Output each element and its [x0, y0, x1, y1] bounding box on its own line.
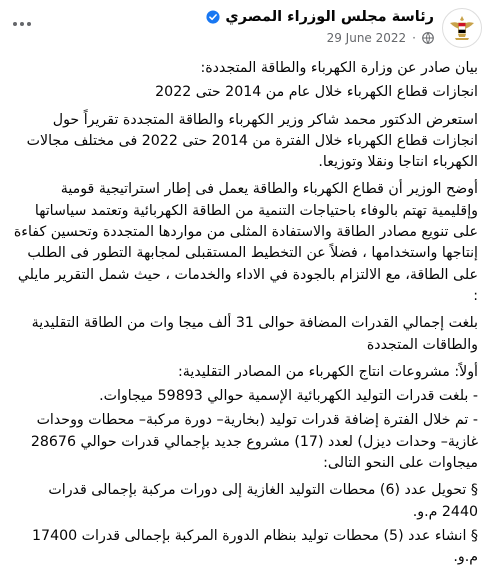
sub-list-item: § انشاء عدد (5) محطات توليد بنظام الدورة المركبة بإجمالى قدرات 17400 م.و.	[32, 527, 478, 566]
sub-list-item: § تحويل عدد (6) محطات التوليد الغازية إلى دورات مركبة بإجمالى قدرات 2440 م.و.	[48, 482, 478, 520]
list-item: - بلغت قدرات التوليد الكهربائية الإسمية حوالي 59893 ميجاوات.	[99, 388, 478, 405]
statement-title: بيان صادر عن وزارة الكهرباء والطاقة المتجددة:	[200, 60, 478, 76]
page-avatar[interactable]	[442, 8, 482, 48]
strategy-paragraph: أوضح الوزير أن قطاع الكهرباء والطاقة يعمل فى إطار استراتيجية قومية وإقليمية تهتم بالوفاء باحتياجات التنمية من الطاقة الكهربائية وتعتمد سياساتها على تنويع مصادر الطاقة والاستفادة المثلى من مواردها المتجددة وتحسين كفاءة إنتاجها واستخدامها ، فضلاً عن التخطيط المستقبلى لمجابهة التطور فى الطلب على الطاقة، مع الالتزام بالجودة في الاداء والخدمات ، حيث شمل التقرير مايلي :	[13, 181, 478, 304]
section-heading: أولاً: مشروعات انتاج الكهرباء من المصادر التقليدية:	[177, 363, 478, 380]
verified-badge-icon	[206, 10, 220, 24]
achievements-heading: انجازات قطاع الكهرباء خلال عام من 2014 حتى 2022	[155, 84, 478, 101]
added-capacity-paragraph: بلغت إجمالي القدرات المضافة حوالى 31 ألف ميجا وات من الطاقة التقليدية والطاقات المتجددة	[31, 315, 478, 353]
intro-paragraph: استعرض الدكتور محمد شاكر وزير الكهرباء والطاقة المتجددة تقريراً حول انجازات قطاع الكهرباء خلال الفترة من 2014 حتى 2022 فى مختلف مجالات الكهرباء انتاجا ونقلا وتوزيعا.	[26, 111, 478, 171]
page-name[interactable]: رئاسة مجلس الوزراء المصري	[225, 9, 434, 25]
post-header	[0, 8, 492, 50]
post-meta	[327, 31, 434, 45]
separator-dot: ·	[412, 31, 416, 45]
egypt-eagle-emblem-icon	[447, 13, 477, 43]
post-body	[12, 58, 478, 572]
post-date[interactable]: 29 June 2022	[326, 31, 407, 45]
page-name-row	[206, 9, 434, 25]
globe-icon[interactable]	[422, 32, 434, 44]
list-item: - تم خلال الفترة إضافة قدرات توليد (بخارية– دورة مركبة– محطات ووحدات غازية– وحدات ديزل) لعدد (17) مشروع جديد بإجمالي قدرات حوالي 28676 ميجاوات على النحو التالى:	[30, 412, 478, 472]
more-options-icon[interactable]	[10, 16, 34, 32]
